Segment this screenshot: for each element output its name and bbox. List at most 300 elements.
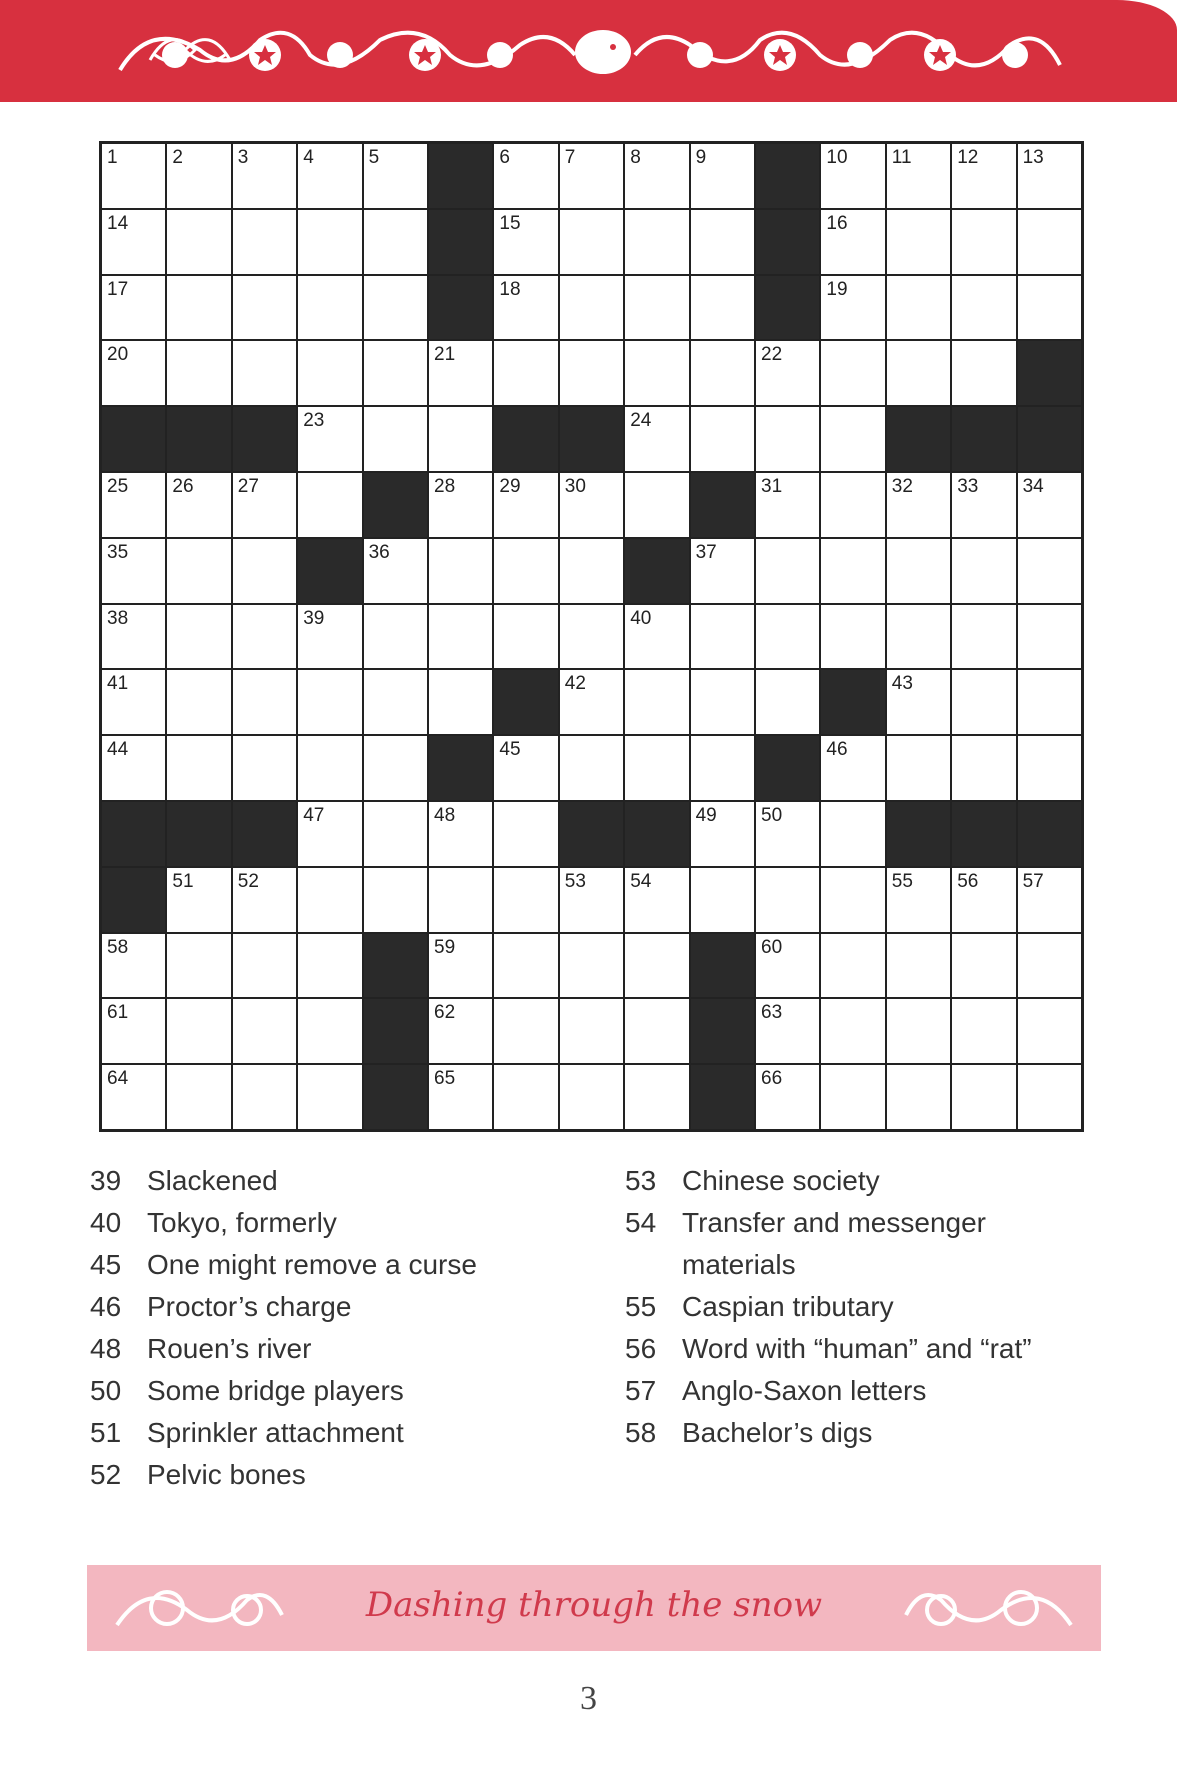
grid-cell[interactable]	[1018, 999, 1081, 1063]
grid-cell[interactable]	[167, 144, 230, 208]
grid-cell[interactable]	[298, 868, 361, 932]
footer-banner	[87, 1565, 1101, 1651]
clue-text: Some bridge players	[147, 1375, 404, 1406]
grid-cell[interactable]	[821, 341, 884, 405]
cell-number: 11	[891, 147, 912, 168]
grid-cell[interactable]	[429, 999, 492, 1063]
grid-cell[interactable]	[364, 341, 427, 405]
black-square	[952, 802, 1015, 866]
cell-number: 9	[695, 147, 707, 168]
grid-cell[interactable]	[756, 605, 819, 669]
grid-cell[interactable]	[1018, 868, 1081, 932]
black-square	[364, 999, 427, 1063]
grid-cell[interactable]	[233, 605, 296, 669]
clue-text: Sprinkler attachment	[147, 1417, 404, 1448]
grid-cell[interactable]	[102, 210, 165, 274]
black-square	[821, 670, 884, 734]
cell-number: 40	[630, 607, 652, 629]
cell-number: 29	[499, 475, 521, 497]
grid-cell[interactable]	[298, 999, 361, 1063]
grid-cell[interactable]	[560, 934, 623, 998]
grid-cell[interactable]	[233, 868, 296, 932]
clue-text: Word with “human” and “rat”	[682, 1333, 1032, 1364]
grid-cell[interactable]	[364, 802, 427, 866]
cell-number: 20	[107, 344, 129, 366]
grid-cell[interactable]	[625, 605, 688, 669]
clue-text: materials	[682, 1249, 796, 1280]
grid-cell[interactable]	[887, 999, 950, 1063]
clue-text: Bachelor’s digs	[682, 1417, 873, 1448]
grid-cell[interactable]	[560, 999, 623, 1063]
clue-number: 51	[90, 1417, 122, 1448]
grid-cell[interactable]	[821, 934, 884, 998]
cell-number: 54	[630, 870, 652, 892]
grid-cell[interactable]	[887, 605, 950, 669]
grid-cell[interactable]	[887, 276, 950, 340]
grid-cell[interactable]	[560, 539, 623, 603]
grid-cell[interactable]	[691, 210, 754, 274]
cell-number: 60	[761, 936, 783, 958]
grid-cell[interactable]	[429, 341, 492, 405]
grid-cell[interactable]	[364, 670, 427, 734]
grid-cell[interactable]	[429, 802, 492, 866]
black-square	[1018, 802, 1081, 866]
grid-cell[interactable]	[1018, 144, 1081, 208]
grid-cell[interactable]	[560, 473, 623, 537]
grid-cell[interactable]	[364, 407, 427, 471]
clue-text: Tokyo, formerly	[147, 1207, 337, 1238]
grid-cell[interactable]	[821, 210, 884, 274]
grid-cell[interactable]	[364, 539, 427, 603]
cell-number: 61	[107, 1002, 129, 1024]
grid-cell[interactable]	[887, 868, 950, 932]
grid-cell[interactable]	[364, 210, 427, 274]
cell-number: 19	[826, 278, 848, 300]
cell-number: 6	[499, 147, 510, 168]
grid-cell[interactable]	[429, 407, 492, 471]
cell-number: 42	[564, 673, 586, 695]
grid-cell[interactable]	[560, 736, 623, 800]
grid-cell[interactable]	[167, 670, 230, 734]
grid-cell[interactable]	[887, 341, 950, 405]
cell-number: 55	[891, 870, 913, 892]
clue	[625, 1286, 1095, 1328]
cell-number: 17	[107, 278, 129, 300]
grid-cell[interactable]	[952, 144, 1015, 208]
grid-cell[interactable]	[1018, 1065, 1081, 1129]
grid-cell[interactable]	[233, 144, 296, 208]
grid-cell[interactable]	[821, 605, 884, 669]
grid-cell[interactable]	[1018, 605, 1081, 669]
cell-number: 30	[564, 475, 586, 497]
black-square	[364, 934, 427, 998]
grid-cell[interactable]	[952, 539, 1015, 603]
black-square	[691, 1065, 754, 1129]
cell-number: 2	[172, 147, 183, 168]
grid-cell[interactable]	[429, 868, 492, 932]
grid-cell[interactable]	[494, 999, 557, 1063]
grid-cell[interactable]	[167, 341, 230, 405]
clue	[625, 1160, 1095, 1202]
grid-cell[interactable]	[625, 473, 688, 537]
grid-cell[interactable]	[233, 210, 296, 274]
grid-cell[interactable]	[691, 144, 754, 208]
cell-number: 59	[434, 936, 456, 958]
clue-number: 45	[90, 1249, 122, 1280]
clue	[625, 1328, 1095, 1370]
grid-cell[interactable]	[167, 539, 230, 603]
grid-cell[interactable]	[952, 276, 1015, 340]
cell-number: 43	[891, 673, 913, 695]
grid-cell[interactable]	[887, 1065, 950, 1129]
grid-cell[interactable]	[494, 473, 557, 537]
clue	[625, 1370, 1095, 1412]
grid-cell[interactable]	[887, 210, 950, 274]
black-square	[887, 407, 950, 471]
black-square	[560, 802, 623, 866]
black-square	[167, 407, 230, 471]
grid-cell[interactable]	[821, 144, 884, 208]
grid-cell[interactable]	[560, 1065, 623, 1129]
grid-cell[interactable]	[298, 144, 361, 208]
clue-text: Caspian tributary	[682, 1291, 894, 1322]
black-square	[756, 276, 819, 340]
grid-cell[interactable]	[952, 999, 1015, 1063]
grid-cell[interactable]	[560, 868, 623, 932]
footer-title: Dashing through the snow	[365, 1585, 823, 1625]
grid-cell[interactable]	[952, 210, 1015, 274]
grid-cell[interactable]	[102, 473, 165, 537]
cell-number: 50	[761, 804, 783, 826]
grid-cell[interactable]	[821, 1065, 884, 1129]
page-number: 3	[580, 1680, 597, 1717]
clue-number: 58	[625, 1417, 657, 1448]
grid-cell[interactable]	[364, 276, 427, 340]
grid-cell[interactable]	[821, 407, 884, 471]
clue-text: Pelvic bones	[147, 1459, 306, 1490]
grid-cell[interactable]	[102, 276, 165, 340]
grid-cell[interactable]	[560, 210, 623, 274]
grid-cell[interactable]	[102, 605, 165, 669]
black-square	[560, 407, 623, 471]
grid-cell[interactable]	[887, 539, 950, 603]
grid-cell[interactable]	[756, 934, 819, 998]
grid-cell[interactable]	[821, 736, 884, 800]
grid-cell[interactable]	[756, 670, 819, 734]
cell-number: 28	[434, 475, 456, 497]
grid-cell[interactable]	[756, 407, 819, 471]
grid-cell[interactable]	[560, 605, 623, 669]
cell-number: 31	[761, 475, 783, 497]
grid-cell[interactable]	[364, 605, 427, 669]
grid-cell[interactable]	[102, 1065, 165, 1129]
cell-number: 4	[303, 147, 314, 168]
clue	[625, 1244, 1095, 1286]
grid-cell[interactable]	[167, 999, 230, 1063]
grid-cell[interactable]	[298, 670, 361, 734]
cell-number: 23	[303, 410, 325, 432]
grid-cell[interactable]	[887, 144, 950, 208]
clue-text: One might remove a curse	[147, 1249, 477, 1280]
grid-cell[interactable]	[887, 934, 950, 998]
grid-cell[interactable]	[952, 1065, 1015, 1129]
cell-number: 34	[1022, 475, 1044, 497]
grid-cell[interactable]	[298, 473, 361, 537]
grid-cell[interactable]	[625, 1065, 688, 1129]
cell-number: 16	[826, 212, 848, 234]
grid-cell[interactable]	[494, 934, 557, 998]
clue-number: 53	[625, 1165, 657, 1196]
grid-cell[interactable]	[756, 473, 819, 537]
grid-cell[interactable]	[167, 1065, 230, 1129]
grid-cell[interactable]	[625, 868, 688, 932]
clue-text: Slackened	[147, 1165, 278, 1196]
grid-cell[interactable]	[952, 736, 1015, 800]
holly-robin-ornament	[0, 0, 1177, 102]
grid-cell[interactable]	[494, 539, 557, 603]
grid-cell[interactable]	[560, 670, 623, 734]
clue-number: 56	[625, 1333, 657, 1364]
grid-cell[interactable]	[298, 210, 361, 274]
grid-cell[interactable]	[1018, 473, 1081, 537]
grid-cell[interactable]	[625, 670, 688, 734]
grid-cell[interactable]	[625, 210, 688, 274]
black-square	[429, 210, 492, 274]
grid-cell[interactable]	[494, 276, 557, 340]
grid-cell[interactable]	[494, 736, 557, 800]
grid-cell[interactable]	[625, 736, 688, 800]
grid-cell[interactable]	[887, 736, 950, 800]
black-square	[102, 868, 165, 932]
grid-cell[interactable]	[756, 868, 819, 932]
grid-cell[interactable]	[691, 341, 754, 405]
clue-number: 52	[90, 1459, 122, 1490]
cell-number: 48	[434, 804, 456, 826]
grid-cell[interactable]	[494, 605, 557, 669]
grid-cell[interactable]	[691, 868, 754, 932]
grid-cell[interactable]	[952, 605, 1015, 669]
clue	[90, 1160, 610, 1202]
grid-cell[interactable]	[625, 144, 688, 208]
clue	[90, 1286, 610, 1328]
grid-cell[interactable]	[167, 736, 230, 800]
grid-cell[interactable]	[167, 473, 230, 537]
grid-cell[interactable]	[691, 407, 754, 471]
grid-cell[interactable]	[167, 276, 230, 340]
clue-number: 39	[90, 1165, 122, 1196]
grid-cell[interactable]	[233, 539, 296, 603]
clue	[90, 1328, 610, 1370]
clue-text: Chinese society	[682, 1165, 880, 1196]
cell-number: 5	[368, 147, 380, 168]
grid-cell[interactable]	[821, 539, 884, 603]
clue-number: 40	[90, 1207, 122, 1238]
grid-cell[interactable]	[298, 1065, 361, 1129]
clue-text: Anglo-Saxon letters	[682, 1375, 927, 1406]
black-square	[494, 407, 557, 471]
grid-cell[interactable]	[167, 605, 230, 669]
grid-cell[interactable]	[887, 473, 950, 537]
black-square	[233, 802, 296, 866]
grid-cell[interactable]	[887, 670, 950, 734]
grid-cell[interactable]	[625, 934, 688, 998]
black-square	[233, 407, 296, 471]
grid-cell[interactable]	[429, 605, 492, 669]
clue-list-right	[625, 1160, 1095, 1454]
cell-number: 37	[695, 541, 717, 563]
grid-cell[interactable]	[952, 341, 1015, 405]
grid-cell[interactable]	[167, 934, 230, 998]
cell-number: 21	[434, 344, 456, 366]
clue	[625, 1412, 1095, 1454]
grid-cell[interactable]	[298, 605, 361, 669]
clue-number: 54	[625, 1207, 657, 1238]
grid-cell[interactable]	[167, 868, 230, 932]
grid-cell[interactable]	[1018, 210, 1081, 274]
black-square	[691, 473, 754, 537]
black-square	[494, 670, 557, 734]
cell-number: 44	[107, 739, 129, 761]
clue	[90, 1454, 610, 1496]
grid-cell[interactable]	[1018, 670, 1081, 734]
grid-cell[interactable]	[233, 1065, 296, 1129]
clue	[90, 1370, 610, 1412]
black-square	[102, 407, 165, 471]
cell-number: 49	[695, 804, 717, 826]
grid-cell[interactable]	[429, 539, 492, 603]
grid-cell[interactable]	[1018, 539, 1081, 603]
grid-cell[interactable]	[233, 999, 296, 1063]
grid-cell[interactable]	[102, 341, 165, 405]
cell-number: 46	[826, 739, 848, 761]
cell-number: 63	[761, 1002, 783, 1024]
grid-cell[interactable]	[756, 539, 819, 603]
grid-cell[interactable]	[233, 934, 296, 998]
grid-cell[interactable]	[298, 736, 361, 800]
grid-cell[interactable]	[298, 341, 361, 405]
cell-number: 53	[564, 870, 586, 892]
grid-cell[interactable]	[429, 934, 492, 998]
grid-cell[interactable]	[494, 868, 557, 932]
grid-cell[interactable]	[952, 934, 1015, 998]
clue-text: Rouen’s river	[147, 1333, 312, 1364]
grid-cell[interactable]	[821, 276, 884, 340]
black-square	[364, 1065, 427, 1129]
grid-cell[interactable]	[821, 473, 884, 537]
grid-cell[interactable]	[233, 473, 296, 537]
cell-number: 65	[434, 1068, 456, 1090]
black-square	[1018, 341, 1081, 405]
cell-number: 15	[499, 212, 521, 234]
grid-cell[interactable]	[167, 210, 230, 274]
clue-number: 57	[625, 1375, 657, 1406]
grid-cell[interactable]	[625, 999, 688, 1063]
grid-cell[interactable]	[102, 934, 165, 998]
cell-number: 22	[761, 344, 783, 366]
grid-cell[interactable]	[756, 341, 819, 405]
black-square	[887, 802, 950, 866]
grid-cell[interactable]	[625, 341, 688, 405]
cell-number: 35	[107, 541, 129, 563]
clue-number: 46	[90, 1291, 122, 1322]
cell-number: 24	[630, 410, 652, 432]
grid-cell[interactable]	[494, 1065, 557, 1129]
grid-cell[interactable]	[298, 802, 361, 866]
grid-cell[interactable]	[494, 802, 557, 866]
grid-cell[interactable]	[756, 999, 819, 1063]
grid-cell[interactable]	[952, 473, 1015, 537]
grid-cell[interactable]	[429, 1065, 492, 1129]
grid-cell[interactable]	[560, 144, 623, 208]
grid-cell[interactable]	[298, 407, 361, 471]
grid-cell[interactable]	[560, 341, 623, 405]
cell-number: 8	[630, 147, 641, 168]
cell-number: 58	[107, 936, 129, 958]
grid-cell[interactable]	[102, 736, 165, 800]
grid-cell[interactable]	[821, 999, 884, 1063]
black-square	[102, 802, 165, 866]
grid-cell[interactable]	[1018, 934, 1081, 998]
grid-cell[interactable]	[102, 144, 165, 208]
grid-cell[interactable]	[625, 276, 688, 340]
grid-cell[interactable]	[1018, 736, 1081, 800]
grid-cell[interactable]	[625, 407, 688, 471]
grid-cell[interactable]	[102, 670, 165, 734]
grid-cell[interactable]	[494, 210, 557, 274]
cell-number: 56	[957, 870, 979, 892]
cell-number: 38	[107, 607, 129, 629]
grid-cell[interactable]	[494, 341, 557, 405]
cell-number: 57	[1022, 870, 1044, 892]
grid-cell[interactable]	[821, 802, 884, 866]
grid-cell[interactable]	[952, 670, 1015, 734]
grid-cell[interactable]	[298, 276, 361, 340]
black-square	[756, 144, 819, 208]
grid-cell[interactable]	[429, 473, 492, 537]
cell-number: 7	[564, 147, 576, 168]
grid-cell[interactable]	[494, 144, 557, 208]
grid-cell[interactable]	[691, 539, 754, 603]
grid-cell[interactable]	[691, 802, 754, 866]
grid-cell[interactable]	[233, 276, 296, 340]
cell-number: 27	[237, 475, 259, 497]
grid-cell[interactable]	[233, 341, 296, 405]
grid-cell[interactable]	[560, 276, 623, 340]
cell-number: 13	[1022, 147, 1044, 168]
cell-number: 66	[761, 1068, 783, 1090]
grid-cell[interactable]	[364, 736, 427, 800]
grid-cell[interactable]	[756, 1065, 819, 1129]
grid-cell[interactable]	[821, 868, 884, 932]
grid-cell[interactable]	[102, 999, 165, 1063]
grid-cell[interactable]	[233, 670, 296, 734]
grid-cell[interactable]	[691, 276, 754, 340]
grid-cell[interactable]	[233, 736, 296, 800]
grid-cell[interactable]	[691, 670, 754, 734]
grid-cell[interactable]	[102, 539, 165, 603]
grid-cell[interactable]	[429, 670, 492, 734]
grid-cell[interactable]	[1018, 276, 1081, 340]
grid-cell[interactable]	[364, 868, 427, 932]
black-square	[429, 144, 492, 208]
black-square	[167, 802, 230, 866]
grid-cell[interactable]	[691, 605, 754, 669]
grid-cell[interactable]	[756, 802, 819, 866]
grid-cell[interactable]	[691, 736, 754, 800]
grid-cell[interactable]	[952, 868, 1015, 932]
grid-cell[interactable]	[298, 934, 361, 998]
grid-cell[interactable]	[364, 144, 427, 208]
